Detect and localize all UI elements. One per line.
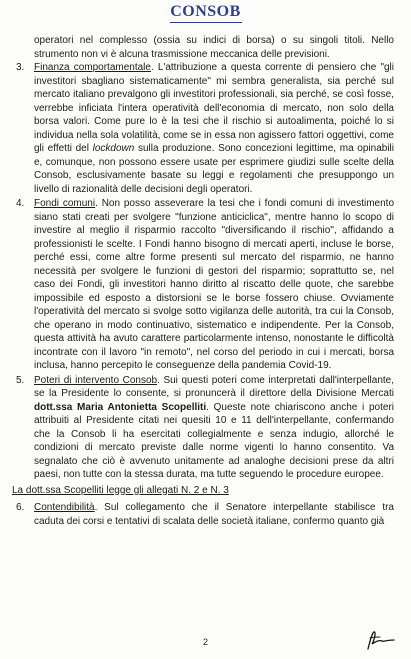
item-3-number: 3. — [16, 62, 25, 73]
list-item-6 — [16, 501, 394, 528]
list-item-4 — [16, 197, 395, 373]
item-3-title: Finanza comportamentale — [34, 62, 151, 73]
item-4-text: . Non posso asseverare la tesi che i fondi comuni di investimento siano stati creati per svolgere "funzione anticiclica", mentre hanno lo scopo di investire al meglio il risparmio raccolto "diversificando il rischio", affidando a professionisti le scelte. I Fondi hanno bisogno di mercati aperti, incluse le borse, perché essi, come altre forme presenti sul mercato del risparmio, ne hanno necessità per svolgere le funzioni di gestori del risparmio; soprattutto se, nel caso dei Fondi, gli investitori hanno diritto al riscatto delle quote, che sarebbe impossibile ed esposto a distorsioni se le borse fossero chiuse. Ovviamente l'operatività del mercato si svolge sotto vigilanza delle autorità, tra cui la Consob, che operano in modo continuativo, sistematico e indipendente. Per la Consob, questa attività ha avuto carattere particolarmente intenso, nonostante le difficoltà incontrate con il lavoro "in remoto", nel corso del periodo in cui i mercati, borsa inclusa, hanno percepito le conseguenze della pandemia Covid-19. — [34, 198, 395, 371]
item-5-title: Poteri di intervento Consob — [34, 374, 158, 386]
page-number: 2 — [202, 637, 208, 647]
logo-underline — [170, 22, 242, 23]
item-5-number: 5. — [16, 374, 25, 386]
handwritten-signature — [364, 629, 398, 651]
list-item-3 — [16, 61, 395, 196]
item-5-text-a: . Sui questi poteri come interpretati dall'interpellante, se la Presidente lo consente, si pronuncerà il direttore della Divisione Mercati — [34, 374, 394, 399]
consob-logo: CONSOB — [170, 3, 241, 20]
item-5-text-b: . Queste note chiariscono anche i poteri attribuiti al Presidente citati nei quesiti 10 e 11 dell'interpellante, confermando che la Consob li ha esercitati collegialmente e senza indugio, allorché le condizioni di mercato previste dalle norme vigenti lo hanno consentito. Va segnalato che ciò è avvenuto unitamente ad analoghe decisioni prese da altri paesi, non tutte con la stessa durata, ma tutte seguendo le procedure europee. — [34, 401, 394, 480]
list-item-5 — [16, 374, 394, 482]
item-3-text-a: . L'attribuzione a questa corrente di pensiero che "gli investitori sbagliano sistematicamente" mi sembra generalista, sia perché sul mercato italiano prevalgono gli investitori professionali, sia perché, se così fosse, verrebbe inficiata l'intera operatività dell'economia di mercato, non solo della borsa valori. Come pure lo è la tesi che il rischio si autoalimenta, poiché lo si individua nella sola volatilità, come se in essa non agissero fattori oggettivi, come gli effetti del — [34, 62, 394, 154]
item-5-bold-name: dott.ssa Maria Antonietta Scopelliti — [34, 401, 207, 413]
intro-paragraph — [22, 34, 394, 61]
item-6-title: Contendibilità — [34, 502, 95, 513]
item-4-number: 4. — [16, 198, 25, 209]
item-3-text-b: sulla produzione. Sono concezioni legittime, ma opinabili e, comunque, non possono essere usate per esprimere giudizi sulle scelte della Consob, esclusivamente basate su leggi e regolamenti che presuppongo un livello di razionalità delle decisioni degli operatori. — [34, 143, 395, 195]
item-6-text: . Sul collegamento che il Senatore interpellante stabilisce tra caduta dei corsi e tentativi di scalata delle società italiane, confermo quanto già — [34, 502, 394, 527]
reading-note: La dott.ssa Scopelliti legge gli allegati N. 2 e N. 3 — [12, 484, 229, 496]
item-6-number: 6. — [16, 502, 25, 513]
document-body — [12, 34, 395, 529]
item-3-italic: lockdown — [92, 143, 135, 154]
intro-line-2: strumento non vi è alcuna trasmissione meccanica delle previsioni. — [34, 48, 330, 60]
item-4-title: Fondi comuni — [34, 198, 96, 209]
intro-line-1: operatori nel complesso (ossia su indici di borsa) o su singoli titoli. Nello — [34, 35, 394, 46]
